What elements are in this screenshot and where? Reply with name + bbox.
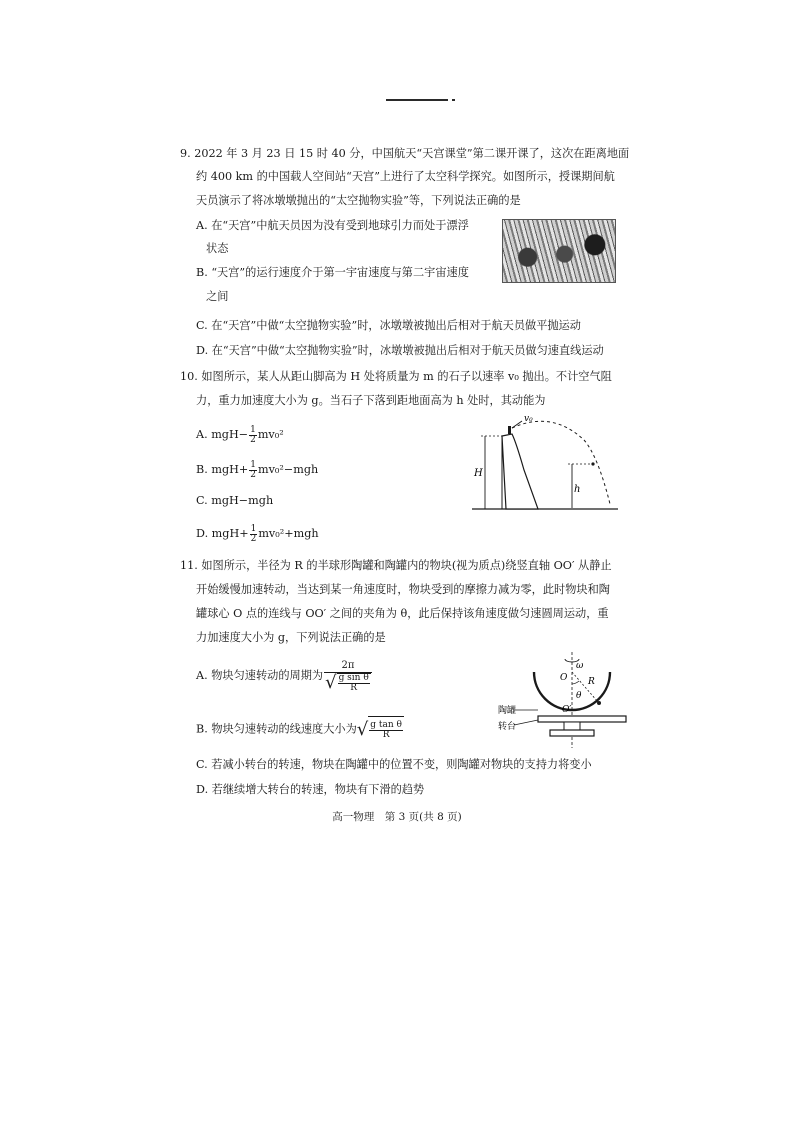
angle-arc <box>572 681 579 684</box>
label-h: h <box>574 484 581 495</box>
q9-line3: 天员演示了将冰墩墩抛出的“太空抛物实验”等，下列说法正确的是 <box>196 194 521 207</box>
fraction-numerator: 1 <box>250 424 256 435</box>
top-rule <box>386 99 448 101</box>
q9-option-b-line2: 之间 <box>206 290 229 303</box>
mountain-shape <box>502 434 538 509</box>
q9-option-a-line2: 状态 <box>206 242 229 255</box>
q11-option-b-prefix: B. 物块匀速转动的线速度大小为 <box>196 722 357 736</box>
q11-option-c: C. 若减小转台的转速，物块在陶罐中的位置不变，则陶罐对物块的支持力将变小 <box>196 758 592 771</box>
fraction-numerator: 1 <box>250 459 256 470</box>
fraction-half <box>250 525 258 544</box>
fraction-denominator: 2 <box>250 469 256 480</box>
q11-option-d: D. 若继续增大转台的转速，物块有下滑的趋势 <box>196 783 425 796</box>
q10-option-d-suffix: mv₀²+mgh <box>258 527 319 540</box>
q9-option-c: C. 在“天宫”中做“太空抛物实验”时，冰墩墩被抛出后相对于航天员做平抛运动 <box>196 319 581 332</box>
label-taoguan: 陶罐 <box>498 706 517 716</box>
label-v0: v₀ <box>524 414 533 424</box>
label-H: H <box>474 468 483 479</box>
fraction-denominator: 2 <box>250 434 256 445</box>
q9-option-d: D. 在“天宫”中做“太空抛物实验”时，冰墩墩被抛出后相对于航天员做匀速直线运动 <box>196 344 604 357</box>
inner-denominator: R <box>382 729 390 740</box>
q10-option-b <box>196 460 318 480</box>
q10-option-a-prefix: A. mgH− <box>196 428 249 441</box>
sqrt-expression <box>325 673 371 693</box>
label-theta: θ <box>576 691 582 701</box>
tiangong-classroom-photo <box>502 219 616 283</box>
block-point <box>597 701 601 705</box>
q10-option-d <box>196 524 319 544</box>
q9-line2: 约 400 km 的中国载人空间站“天宫”上进行了太空科学探究。如图所示，授课期间航 <box>196 170 615 183</box>
velocity-arrow <box>512 421 522 428</box>
fraction-half <box>249 461 257 480</box>
turntable-top <box>538 716 626 722</box>
inner-numerator: g tan θ <box>370 719 402 730</box>
q10-line1: 10. 如图所示，某人从距山脚高为 H 处将质量为 m 的石子以速率 v₀ 抛出。不计空气阻 <box>180 370 612 383</box>
sqrt-sign: √ <box>356 718 369 740</box>
q11-line1: 11. 如图所示，半径为 R 的半球形陶罐和陶罐内的物块(视为质点)绕竖直轴 OO′ 从静止 <box>180 559 612 572</box>
label-R: R <box>588 677 595 687</box>
bowl-figure <box>498 650 628 750</box>
period-fraction <box>324 660 372 693</box>
inner-fraction <box>338 674 370 693</box>
inner-numerator: g sin θ <box>338 672 369 683</box>
top-rule-mark <box>452 99 455 101</box>
turntable-stem <box>564 722 580 730</box>
projectile-figure <box>472 412 622 514</box>
q10-option-d-prefix: D. mgH+ <box>196 527 249 540</box>
q11-option-a-prefix: A. 物块匀速转动的周期为 <box>196 669 324 682</box>
q10-option-b-prefix: B. mgH+ <box>196 463 249 476</box>
sqrt-body <box>337 673 371 693</box>
q10-option-b-suffix: mv₀²−mgh <box>257 463 319 476</box>
period-denominator <box>324 673 372 693</box>
q9-option-b-line1: B. “天宫”的运行速度介于第一宇宙速度与第二宇宙速度 <box>196 266 469 279</box>
q9-line1: 9. 2022 年 3 月 23 日 15 时 40 分，中国航天“天宫课堂”第二课开课了，这次在距离地面 <box>180 147 630 160</box>
label-O: O <box>560 673 568 683</box>
fraction-half <box>249 426 257 445</box>
q10-option-c: C. mgH−mgh <box>196 494 274 507</box>
sqrt-body <box>368 716 404 743</box>
thrower-figure <box>508 426 511 434</box>
fraction-numerator: 1 <box>250 523 257 534</box>
q10-option-a <box>196 425 284 445</box>
q10-option-a-suffix: mv₀² <box>257 428 284 441</box>
q10-line2: 力，重力加速度大小为 g。当石子下落到距地面高为 h 处时，其动能为 <box>196 394 546 407</box>
q11-option-b <box>196 716 404 743</box>
label-O-prime: O′ <box>562 705 572 715</box>
sqrt-sign: √ <box>325 671 337 693</box>
label-omega: ω <box>576 661 584 671</box>
turntable-base <box>550 730 594 736</box>
q9-option-a-line1: A. 在“天宫”中航天员因为没有受到地球引力而处于漂浮 <box>196 219 469 232</box>
fraction-denominator: 2 <box>250 533 257 544</box>
q11-line2: 开始缓慢加速转动，当达到某一角速度时，物块受到的摩擦力减为零，此时物块和陶 <box>196 583 610 596</box>
q11-option-a <box>196 656 373 696</box>
q11-line4: 力加速度大小为 g，下列说法正确的是 <box>196 631 386 644</box>
sqrt-expression <box>357 716 404 743</box>
zhuantai-leader <box>514 720 538 725</box>
label-zhuantai: 转台 <box>498 722 517 732</box>
page-footer: 高一物理 第 3 页(共 8 页) <box>332 811 462 823</box>
stone-point <box>591 462 594 465</box>
inner-denominator: R <box>350 682 358 693</box>
inner-fraction <box>369 721 403 740</box>
q11-line3: 罐球心 O 点的连线与 OO′ 之间的夹角为 θ，此后保持该角速度做匀速圆周运动，重 <box>196 607 609 620</box>
period-numerator: 2π <box>324 660 372 673</box>
